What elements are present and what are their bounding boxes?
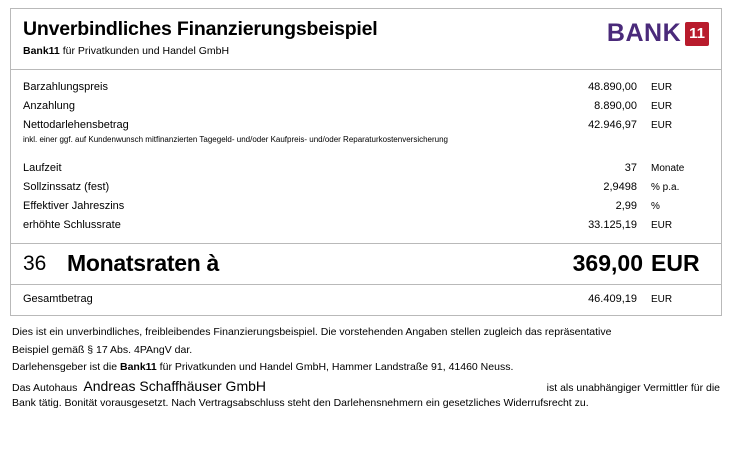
spacer-top xyxy=(11,70,721,78)
row-unit: % xyxy=(651,201,660,212)
total-unit: EUR xyxy=(651,294,673,305)
logo-badge: 11 xyxy=(685,22,709,46)
row-label: Nettodarlehensbetrag xyxy=(23,119,129,131)
spacer-before-rate xyxy=(11,235,721,243)
table-row xyxy=(11,216,721,235)
lender-prefix: Darlehensgeber ist die xyxy=(12,361,120,373)
monthly-rate-row xyxy=(11,244,721,284)
spacer-group xyxy=(11,145,721,159)
row-label: Barzahlungspreis xyxy=(23,81,108,93)
document-header xyxy=(10,8,722,70)
row-unit: EUR xyxy=(651,101,673,112)
subtitle-rest: für Privatkunden und Handel GmbH xyxy=(59,45,230,57)
row-value: 2,9498 xyxy=(603,181,637,193)
table-row xyxy=(11,178,721,197)
dealer-prefix: Das Autohaus xyxy=(12,381,78,394)
lender-line xyxy=(12,360,720,376)
lender-post: für Privatkunden und Handel GmbH, Hammer Landstraße 91, 41460 Neuss. xyxy=(156,361,514,373)
figures-table xyxy=(10,70,722,316)
row-label: Effektiver Jahreszins xyxy=(23,200,125,212)
total-label: Gesamtbetrag xyxy=(23,293,93,305)
total-value: 46.409,19 xyxy=(588,293,637,305)
lender-brand: Bank11 xyxy=(119,361,157,373)
rate-label: Monatsraten à xyxy=(67,250,220,276)
row-label: Sollzinssatz (fest) xyxy=(23,181,110,193)
footer-disclaimer xyxy=(10,316,722,412)
table-row xyxy=(11,116,721,135)
row-unit: EUR xyxy=(651,120,673,131)
row-unit: EUR xyxy=(651,82,673,93)
row-label: Anzahlung xyxy=(23,100,75,112)
logo-wordmark: BANK xyxy=(606,19,682,47)
row-value: 42.946,97 xyxy=(588,119,637,131)
disclaimer-line-1: Dies ist ein unverbindliches, freibleibendes Finanzierungsbeispiel. Die vorstehenden Angaben stellen zugleich das repräsentative xyxy=(12,326,612,338)
row-label: erhöhte Schlussrate xyxy=(23,219,121,231)
page-title: Unverbindliches Finanzierungsbeispiel xyxy=(23,18,378,40)
table-row xyxy=(11,97,721,116)
dealer-line xyxy=(12,378,720,397)
dealer-suffix: ist als unabhängiger Vermittler für die xyxy=(546,381,720,394)
table-row xyxy=(11,159,721,178)
disclaimer-line-2: Beispiel gemäß § 17 Abs. 4PAngV dar. xyxy=(12,343,193,356)
table-row xyxy=(11,78,721,97)
rate-unit: EUR xyxy=(651,250,700,276)
row-value: 2,99 xyxy=(615,200,637,212)
row-value: 33.125,19 xyxy=(588,219,637,231)
disclaimer-line-5: Bank tätig. Bonität vorausgesetzt. Nach Vertragsabschluss steht den Darlehensnehmern ein gesetzliches Widerrufsrecht zu. xyxy=(12,397,589,409)
net-loan-note: inkl. einer ggf. auf Kundenwunsch mitfinanzierten Tagegeld- und/oder Kaufpreis- und/oder Reparaturkostenversicherung xyxy=(23,135,448,144)
bank11-logo xyxy=(607,19,709,48)
row-unit: EUR xyxy=(651,220,673,231)
row-value: 48.890,00 xyxy=(588,81,637,93)
row-value: 8.890,00 xyxy=(594,100,637,112)
dealer-name: Andreas Schaffhäuser GmbH xyxy=(83,377,267,394)
row-label: Laufzeit xyxy=(23,162,62,174)
row-value: 37 xyxy=(624,162,637,174)
rate-count: 36 xyxy=(23,251,47,275)
table-row xyxy=(11,197,721,216)
subtitle-brand: Bank11 xyxy=(23,45,60,57)
row-unit: Monate xyxy=(651,163,685,174)
total-row xyxy=(11,285,721,315)
rate-value: 369,00 xyxy=(572,250,643,276)
row-unit: % p.a. xyxy=(651,182,680,193)
